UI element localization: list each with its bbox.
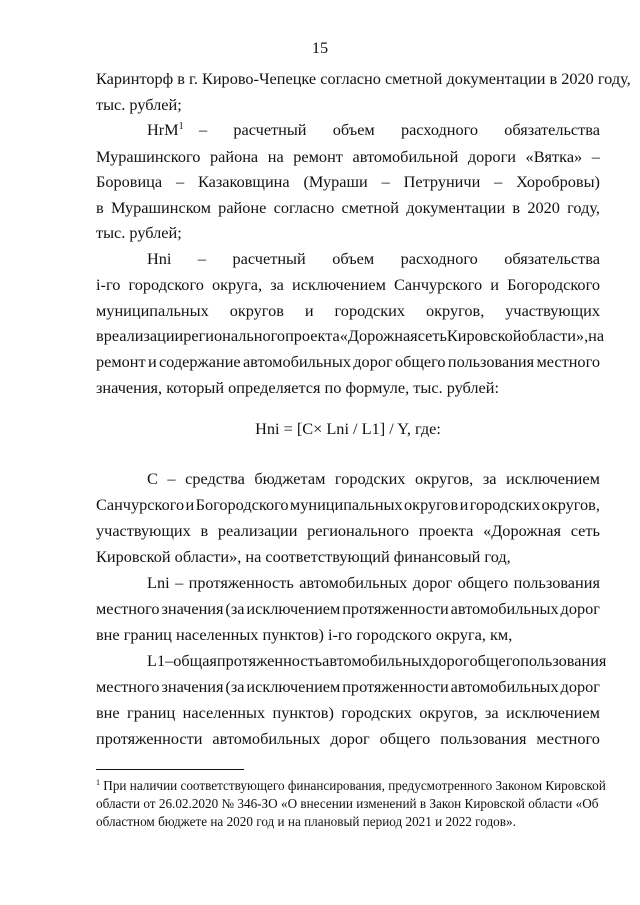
word: дорог — [412, 573, 453, 592]
word: дорог — [330, 729, 370, 748]
word: обязательства — [504, 249, 600, 268]
word: – — [175, 172, 185, 191]
word: – — [381, 172, 390, 191]
word: участвующих — [96, 521, 191, 540]
word: реализации — [103, 326, 184, 345]
word: протяженности — [96, 729, 203, 748]
word: местного — [536, 352, 600, 371]
word: бюджетам — [254, 469, 326, 488]
footnote-line-1 — [96, 777, 606, 795]
word: автомобильной — [352, 147, 459, 166]
text-line-4 — [96, 146, 600, 168]
word: Нni — [147, 249, 172, 268]
word: расходного — [400, 249, 478, 268]
word: – — [494, 172, 503, 191]
word: реализации — [217, 521, 298, 540]
word: ремонт — [293, 147, 343, 166]
word: округов, — [414, 469, 474, 488]
word: Богородского — [507, 275, 600, 294]
word: пунктов) — [272, 703, 334, 722]
word: Кировской — [446, 326, 522, 345]
word: регионального — [183, 326, 286, 345]
word: – — [165, 651, 174, 670]
word: С — [147, 469, 158, 488]
word: значения — [161, 599, 224, 618]
word: местного — [536, 729, 600, 748]
text-line-13: значения, который определяется по формуле, тыс. рублей: — [96, 378, 500, 397]
word: исключением — [246, 677, 341, 696]
word: Казаковщина — [197, 172, 290, 191]
word: и — [490, 275, 499, 294]
word: расчетный — [233, 120, 307, 139]
word: i-го — [96, 275, 121, 294]
word: Петруничи — [403, 172, 481, 191]
word: – — [199, 120, 208, 139]
text-line-10 — [96, 300, 600, 322]
word: сеть — [417, 326, 447, 345]
word: городских — [469, 495, 541, 514]
word: за — [270, 275, 284, 294]
word: «Вятка» — [525, 147, 583, 166]
footnote-divider — [96, 769, 244, 770]
text-line-1: Каринторф в г. Кирово-Чепецке согласно сметной документации в 2020 году, — [96, 69, 631, 88]
word: 2020 — [527, 198, 560, 217]
word: обязательства — [504, 120, 600, 139]
word: пользования — [513, 573, 600, 592]
word: дорог — [353, 352, 393, 371]
word: году, — [567, 198, 600, 217]
word: дорог — [560, 599, 600, 618]
word: расчетный — [232, 249, 306, 268]
text-line-14 — [147, 468, 600, 490]
word: средства — [185, 469, 245, 488]
word: пользования — [520, 651, 607, 670]
word: участвующих — [505, 301, 600, 320]
text-line-20: вне границ населенных пунктов) i-го городского округа, км, — [96, 625, 513, 644]
word: пользования — [447, 352, 535, 371]
word: округа, — [211, 275, 263, 294]
word: на — [588, 326, 605, 345]
word: Санчурского — [96, 495, 185, 514]
word: Мурашинском — [110, 198, 211, 217]
text-line-19 — [96, 598, 600, 620]
text-line-16 — [96, 520, 600, 542]
word: значения — [161, 677, 224, 696]
word: автомобильных — [242, 352, 351, 371]
text-line-24 — [96, 728, 600, 750]
word: области», — [521, 326, 589, 345]
word: местного — [96, 599, 160, 618]
text-line-21 — [147, 650, 607, 672]
text-line-12 — [96, 351, 600, 373]
word: вне — [96, 703, 120, 722]
term-nrm — [147, 119, 184, 141]
word: проекта — [418, 521, 474, 540]
word: за — [482, 469, 497, 488]
word: в — [96, 326, 104, 345]
word: общего — [457, 573, 509, 592]
word: в — [512, 198, 521, 217]
footnote-line-3: областном бюджете на 2020 год и на плановый период 2021 и 2022 годов». — [96, 814, 516, 829]
word: городских — [334, 301, 406, 320]
word: за — [484, 703, 499, 722]
word: L1 — [147, 651, 166, 670]
word: муниципальных — [96, 301, 209, 320]
footnote-ref-marker: 1 — [178, 121, 184, 132]
word: в — [200, 521, 209, 540]
footnote-marker: 1 — [96, 778, 100, 787]
word: проекта — [285, 326, 340, 345]
word: – — [591, 147, 600, 166]
word: согласно — [273, 198, 335, 217]
word: округов, — [541, 495, 600, 514]
text-line-6 — [96, 197, 600, 219]
word: исключением — [292, 275, 386, 294]
word: общего — [379, 729, 431, 748]
word: и — [185, 495, 195, 514]
word: общего — [394, 352, 446, 371]
word: протяженности — [342, 677, 449, 696]
word: исключением — [246, 599, 341, 618]
word: районе — [218, 198, 267, 217]
word: исключением — [506, 469, 600, 488]
word: Богородского — [195, 495, 289, 514]
word: населенных — [182, 703, 266, 722]
word: и — [147, 352, 157, 371]
word: на — [267, 147, 284, 166]
text-line-18 — [147, 572, 600, 594]
word: дорог — [430, 651, 470, 670]
word: (за — [225, 677, 245, 696]
word: объем — [332, 120, 375, 139]
word: объем — [332, 249, 375, 268]
word: Боровица — [96, 172, 163, 191]
word: общего — [469, 651, 521, 670]
word: общая — [173, 651, 217, 670]
text-line-11 — [96, 325, 605, 347]
word: – — [175, 573, 184, 592]
word: и — [304, 301, 314, 320]
word: округов — [229, 301, 284, 320]
word: «Дорожная — [339, 326, 418, 345]
word: Lni — [147, 573, 170, 592]
word: муниципальных — [289, 495, 403, 514]
word: автомобильных — [450, 677, 559, 696]
footnote-text-1: При наличии соответствующего финансирования, предусмотренного Законом Кировской — [103, 778, 606, 793]
word: автомобильных — [212, 729, 321, 748]
word: регионального — [307, 521, 409, 540]
word: – — [197, 249, 207, 268]
word: Хоробровы) — [516, 172, 600, 191]
word: в — [96, 198, 104, 217]
word: протяженности — [342, 599, 449, 618]
text-line-9 — [96, 274, 600, 296]
word: дороги — [467, 147, 516, 166]
word: границ — [127, 703, 176, 722]
word: протяженность — [216, 651, 323, 670]
word: дорог — [560, 677, 600, 696]
text-line-7: тыс. рублей; — [96, 223, 182, 242]
word: Санчурского — [394, 275, 483, 294]
text-line-2: тыс. рублей; — [96, 95, 182, 114]
text-line-22 — [96, 676, 600, 698]
word: автомобильных — [450, 599, 559, 618]
text-line-3 — [199, 119, 600, 141]
word: исключением — [506, 703, 600, 722]
word: округов — [404, 495, 459, 514]
word: ремонт — [96, 352, 146, 371]
text-line-17: Кировской области», на соответствующий финансовый год, — [96, 547, 511, 566]
word: документации — [406, 198, 506, 217]
text-line-15 — [96, 494, 600, 516]
footnote-line-2: области от 26.02.2020 № 346-ЗО «О внесении изменений в Закон Кировской области «Об — [96, 796, 599, 811]
word: городского — [128, 275, 204, 294]
text-line-8 — [147, 248, 600, 270]
word: пользования — [440, 729, 527, 748]
word: городских — [341, 703, 412, 722]
word: местного — [96, 677, 160, 696]
word: автомобильных — [299, 573, 408, 592]
word: «Дорожная — [483, 521, 562, 540]
text-line-23 — [96, 702, 600, 724]
word: автомобильных — [322, 651, 431, 670]
word: сметной — [341, 198, 399, 217]
word: округов, — [425, 301, 485, 320]
formula: Нni = [С× Lni / L1] / Y, где: — [255, 419, 441, 438]
word: сеть — [570, 521, 600, 540]
term-nrm-symbol: НrМ — [147, 120, 179, 139]
word: (Мураши — [303, 172, 368, 191]
word: – — [167, 469, 176, 488]
word: протяженность — [188, 573, 294, 592]
word: расходного — [400, 120, 479, 139]
word: округов, — [419, 703, 478, 722]
word: содержание — [158, 352, 241, 371]
word: и — [459, 495, 469, 514]
word: (за — [225, 599, 245, 618]
word: городских — [334, 469, 406, 488]
word: Мурашинского — [96, 147, 201, 166]
word: района — [209, 147, 259, 166]
page-number: 15 — [311, 38, 329, 57]
text-line-5 — [96, 171, 600, 193]
